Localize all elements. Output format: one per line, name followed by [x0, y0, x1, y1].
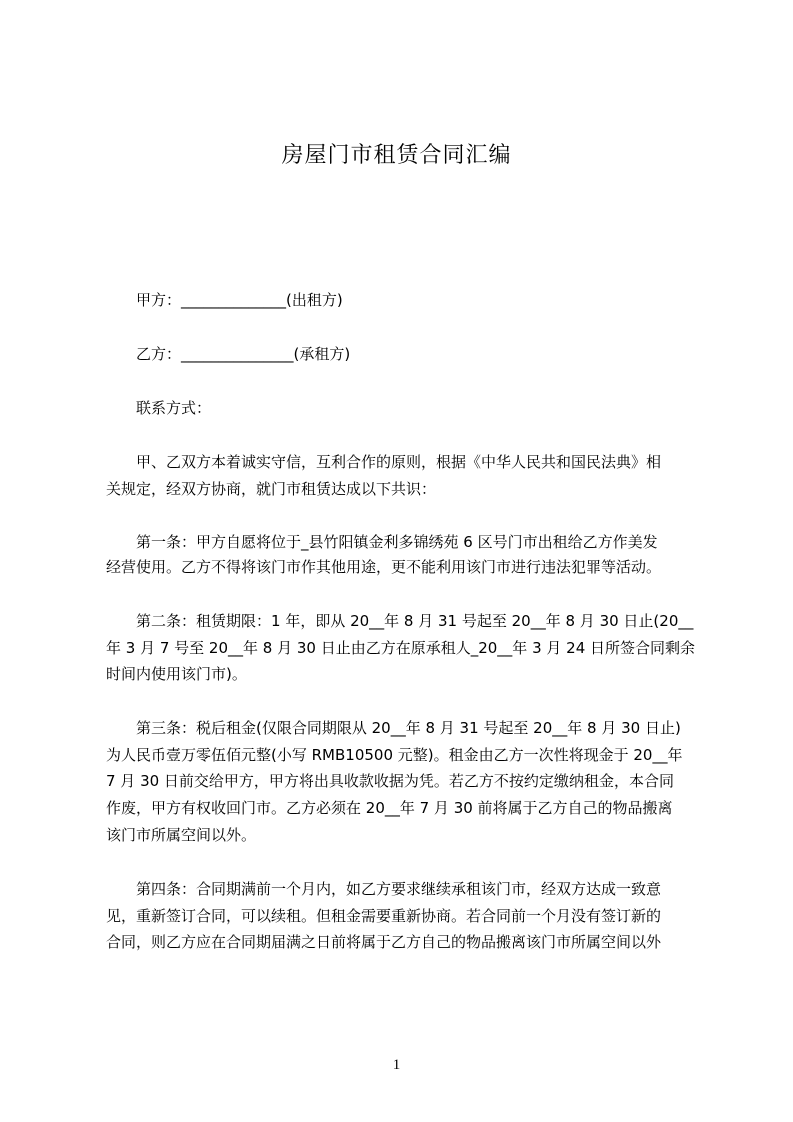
article-2-line-1: 第二条：租赁期限：1 年，即从 20__年 8 月 31 号起至 20__年 8 月 30 日止(20__ — [106, 612, 694, 630]
article-3-line-4: 作废，甲方有权收回门市。乙方必须在 20__年 7 月 30 前将属于乙方自己的物品搬离 — [106, 799, 673, 817]
article-4-line-2: 见，重新签订合同，可以续租。但租金需要重新协商。若合同前一个月没有签订新的 — [106, 907, 662, 925]
article-4-line-3: 合同，则乙方应在合同期届满之日前将属于乙方自己的物品搬离该门市所属空间以外 — [106, 933, 662, 951]
article-1-line-1: 第一条：甲方自愿将位于_县竹阳镇金利多锦绣苑 6 区号门市出租给乙方作美发 — [106, 533, 658, 551]
article-3-line-1: 第三条：税后租金(仅限合同期限从 20__年 8 月 31 号起至 20__年 8 月 30 日止) — [106, 719, 681, 737]
article-3-line-3: 7 月 30 日前交给甲方，甲方将出具收款收据为凭。若乙方不按约定缴纳租金，本合同 — [106, 772, 674, 790]
contact-line: 联系方式： — [106, 399, 212, 417]
article-1-line-2: 经营使用。乙方不得将该门市作其他用途，更不能利用该门市进行违法犯罪等活动。 — [106, 558, 662, 576]
page-number: 1 — [392, 1057, 401, 1073]
article-3-line-2: 为人民币壹万零伍佰元整(小写 RMB10500 元整)。租金由乙方一次性将现金于 20__年 — [106, 746, 683, 764]
article-2-line-3: 时间内使用该门市)。 — [106, 665, 247, 683]
page-title: 房屋门市租赁合同汇编 — [281, 143, 512, 168]
preamble-line-1: 甲、乙双方本着诚实守信，互利合作的原则，根据《中华人民共和国民法典》相 — [106, 453, 662, 471]
article-3-line-5: 该门市所属空间以外。 — [106, 826, 257, 844]
party-b-line: 乙方：_______________(承租方) — [106, 345, 351, 363]
party-a-line: 甲方：______________(出租方) — [106, 291, 343, 309]
article-2-line-2: 年 3 月 7 号至 20__年 8 月 30 日止由乙方在原承租人_20__年 3 月 24 日所签合同剩余 — [106, 639, 696, 657]
preamble-line-2: 关规定，经双方协商，就门市租赁达成以下共识： — [106, 480, 437, 498]
article-4-line-1: 第四条：合同期满前一个月内，如乙方要求继续承租该门市，经双方达成一致意 — [106, 880, 662, 898]
